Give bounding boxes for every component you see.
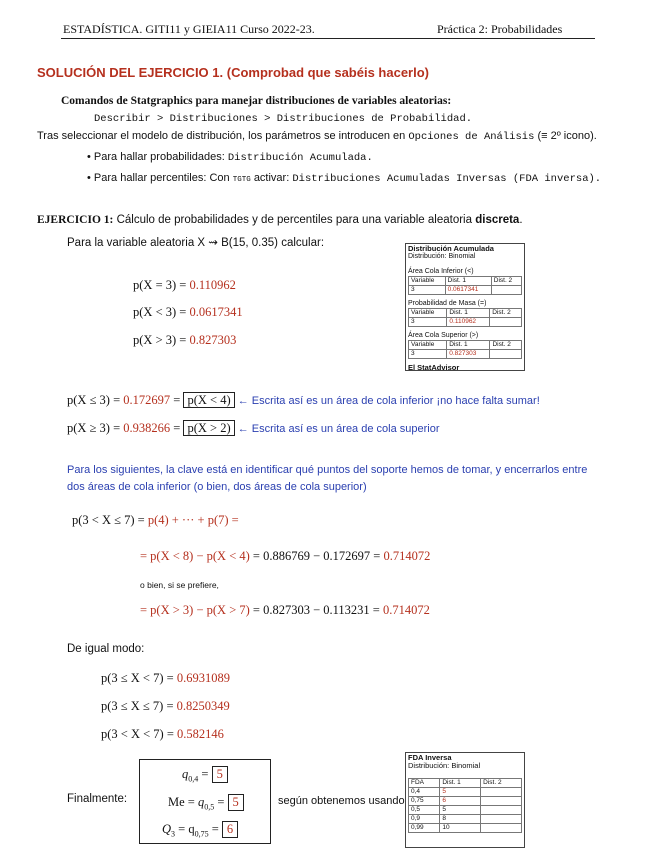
tail-boxed-expr: p(X > 2): [183, 420, 234, 436]
cdf-cell: [490, 318, 522, 327]
cdf-col: Dist. 1: [445, 277, 491, 286]
likewise-item-2: [101, 699, 230, 714]
way2-calc: = 0.827303 − 0.113231 =: [252, 603, 380, 617]
q-value: 5: [212, 766, 228, 783]
cdf-col: Variable: [409, 277, 446, 286]
inv-cell: 0,5: [409, 806, 440, 815]
header-right: Práctica 2: Probabilidades: [437, 22, 563, 36]
cdf-cell: 3: [409, 286, 446, 295]
tail-value: 0.172697: [123, 393, 171, 407]
note-prefix: Tras seleccionar el modelo de distribución, los parámetros se introducen en: [37, 130, 406, 142]
inv-col: Dist. 2: [481, 779, 522, 788]
bullet1-prefix: Para hallar probabilidades:: [93, 151, 225, 163]
likewise-expr: p(3 ≤ X < 7) =: [101, 671, 174, 685]
inv-title: FDA Inversa: [408, 753, 452, 762]
prob-value: 0.0617341: [189, 305, 243, 319]
cdf-cell: [490, 350, 522, 359]
exercise-statement: [37, 214, 523, 226]
cdf-sec3-label: Área Cola Superior (>): [408, 332, 479, 339]
bullet1-mono: Distribución Acumulada.: [227, 152, 373, 164]
tail-eq: =: [173, 421, 181, 435]
bullet2-prefix: Para hallar percentiles: Con: [93, 172, 230, 184]
header-left: ESTADÍSTICA. GITI11 y GIEIA11 Curso 2022-23.: [63, 22, 315, 36]
commands-path: Describir > Distribuciones > Distribuciones de Probabilidad.: [94, 113, 473, 125]
bullet2-mono: Distribuciones Acumuladas Inversas (FDA inversa).: [292, 173, 602, 185]
prob-eq-3: [133, 278, 236, 293]
inv-cell: 0,4: [409, 788, 440, 797]
inv-col: FDA: [409, 779, 440, 788]
cdf-cell: 3: [409, 318, 447, 327]
prob-gt-3: [133, 333, 236, 348]
bullet2-mid: activar:: [253, 172, 290, 184]
tail-line-le: [67, 393, 540, 408]
cdf-cell: 0.0617341: [445, 286, 491, 295]
q-letter: q: [182, 767, 189, 781]
cdf-subtitle: Distribución: Binomial: [408, 253, 476, 260]
interval-way-1: [140, 549, 430, 564]
inv-cell: 0,75: [409, 797, 440, 806]
exercise-text: Cálculo de probabilidades y de percentiles para una variable aleatoria: [116, 214, 473, 226]
way2-expr: = p(X > 3) − p(X > 7): [140, 603, 250, 617]
inv-cell: 5: [440, 806, 481, 815]
or-text: o bien, si se prefiere,: [140, 580, 219, 590]
commands-note: [37, 130, 597, 143]
note-suffix: (≡ 2º icono).: [537, 130, 597, 142]
quantile-median: [168, 794, 244, 812]
prob-value: 0.827303: [189, 333, 237, 347]
inv-cell: 0,9: [409, 815, 440, 824]
cdf-col: Dist. 1: [447, 309, 490, 318]
way2-val: 0.714072: [382, 603, 430, 617]
q-eq: =: [217, 795, 225, 809]
tail-line-ge: [67, 421, 440, 436]
cdf-cell: 0.827303: [447, 350, 490, 359]
hint-line-2: dos áreas de cola inferior (o bien, dos áreas de cola superior): [67, 481, 367, 493]
q-eq: =: [201, 767, 209, 781]
likewise-expr: p(3 ≤ X ≤ 7) =: [101, 699, 174, 713]
likewise-label: De igual modo:: [67, 643, 145, 655]
inv-cell: 5: [440, 788, 481, 797]
cdf-col: Dist. 2: [490, 341, 522, 350]
prob-expr: p(X = 3) =: [133, 278, 187, 292]
exercise-emph: discreta: [475, 214, 520, 226]
cdf-col: Dist. 2: [490, 309, 522, 318]
inv-cell: [481, 797, 522, 806]
tail-boxed-expr: p(X < 4): [183, 392, 234, 408]
tail-note: ← Escrita así es un área de cola inferior ¡no hace falta sumar!: [237, 395, 540, 407]
inverse-cdf-screenshot: [405, 752, 525, 848]
inv-table: [408, 778, 522, 833]
final-label: Finalmente:: [67, 793, 128, 805]
cdf-sec1-table: [408, 276, 522, 295]
q-sub: 0,75: [194, 829, 209, 839]
cdf-sec2-label: Probabilidad de Masa (=): [408, 300, 487, 307]
cdf-footer: El StatAdvisor: [408, 363, 460, 371]
bullet-probabilities: [87, 151, 373, 164]
final-tail-text: según obtenemos usando: [278, 795, 405, 807]
way1-expr: = p(X < 8) − p(X < 4): [140, 549, 250, 563]
likewise-item-3: [101, 727, 224, 742]
interval-line: [72, 513, 239, 528]
interval-way-2: [140, 603, 430, 618]
inv-cell: 6: [440, 797, 481, 806]
likewise-expr: p(3 < X < 7) =: [101, 727, 174, 741]
cdf-col: Dist. 2: [491, 277, 521, 286]
interval-sum: p(4) + ··· + p(7) =: [147, 513, 239, 527]
prob-expr: p(X < 3) =: [133, 305, 187, 319]
interval-lhs: p(3 < X ≤ 7) =: [72, 513, 145, 527]
exercise-label: EJERCICIO 1:: [37, 214, 114, 226]
cdf-sec1-label: Área Cola Inferior (<): [408, 268, 474, 275]
quantiles-box: [139, 759, 271, 844]
tail-note: ← Escrita así es un área de cola superior: [237, 423, 440, 435]
cdf-title: Distribución Acumulada: [408, 244, 494, 253]
header-rule: [61, 38, 595, 39]
q3-letter: Q: [162, 822, 172, 836]
cdf-sec2-table: [408, 308, 522, 327]
exercise-end: .: [519, 214, 523, 226]
inv-cell: [481, 806, 522, 815]
q-value: 6: [222, 821, 238, 838]
cdf-cell: [491, 286, 521, 295]
cdf-cell: 0.110962: [447, 318, 490, 327]
q3-sub: 3: [171, 829, 176, 839]
inv-subtitle: Distribución: Binomial: [408, 761, 481, 770]
likewise-item-1: [101, 671, 230, 686]
way1-val: 0.714072: [383, 549, 431, 563]
quantile-q3: [162, 821, 238, 839]
cdf-screenshot: [405, 243, 525, 371]
inv-cell: 0,99: [409, 824, 440, 833]
me-label: Me =: [168, 795, 195, 809]
likewise-val: 0.6931089: [176, 671, 230, 685]
cdf-col: Variable: [409, 341, 447, 350]
q-letter: q: [197, 795, 205, 809]
prob-value: 0.110962: [189, 278, 236, 292]
cdf-col: Variable: [409, 309, 447, 318]
tail-expr: p(X ≥ 3) =: [67, 421, 121, 435]
prob-lt-3: [133, 305, 243, 320]
inv-cell: 8: [440, 815, 481, 824]
bullet-percentiles: [87, 172, 601, 185]
inv-cell: [481, 824, 522, 833]
q-sub: 0,5: [204, 802, 215, 812]
hint-line-1: Para los siguientes, la clave está en identificar qué puntos del soporte hemos de tomar, y encerrarlos entre: [67, 464, 588, 476]
inv-col: Dist. 1: [440, 779, 481, 788]
note-mono: Opciones de Análisis: [408, 131, 535, 143]
q3-mid: = q: [178, 822, 195, 836]
cdf-sec3-table: [408, 340, 522, 359]
inv-cell: [481, 788, 522, 797]
q-sub: 0,4: [188, 774, 199, 784]
cdf-cell: 3: [409, 350, 447, 359]
exercise-intro: Para la variable aleatoria X ⇝ B(15, 0.35) calcular:: [67, 237, 325, 249]
way1-calc: = 0.886769 − 0.172697 =: [252, 549, 381, 563]
bullet-dot: •: [87, 151, 94, 163]
inv-cell: 10: [440, 824, 481, 833]
cdf-col: Dist. 1: [447, 341, 490, 350]
commands-heading: Comandos de Statgraphics para manejar distribuciones de variables aleatorias:: [61, 95, 452, 107]
tail-eq: =: [173, 393, 181, 407]
q-value: 5: [228, 794, 244, 811]
likewise-val: 0.8250349: [176, 699, 230, 713]
prob-expr: p(X > 3) =: [133, 333, 187, 347]
q-eq: =: [211, 822, 219, 836]
likewise-val: 0.582146: [177, 727, 224, 741]
tail-expr: p(X ≤ 3) =: [67, 393, 121, 407]
tail-value: 0.938266: [123, 421, 171, 435]
bullet-dot: •: [87, 172, 94, 184]
inv-cell: [481, 815, 522, 824]
solution-title: SOLUCIÓN DEL EJERCICIO 1. (Comprobad que sabéis hacerlo): [37, 65, 429, 80]
bullet2-key: TGTG: [232, 176, 251, 184]
quantile-q04: [182, 766, 228, 784]
